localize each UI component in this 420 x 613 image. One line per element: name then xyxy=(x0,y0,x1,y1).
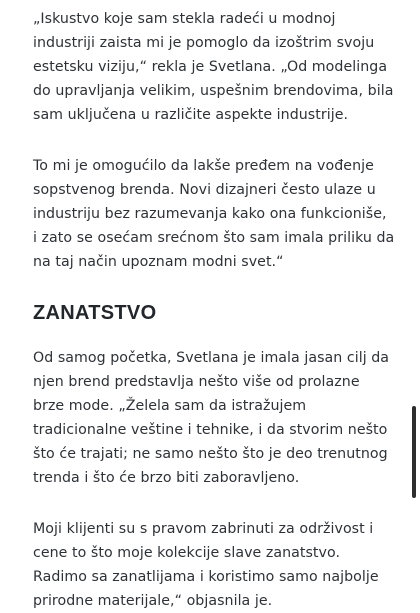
vertical-scrollbar[interactable] xyxy=(408,0,420,601)
article-paragraph-2: To mi je omogućilo da lakše pređem na vođenje sopstvenog brenda. Novi dizajneri često ulaze u industriju bez razumevanja kako ona funkcioniše, i zato se osećam srećnom što sam imala priliku da na taj način upoznam modni svet.“ xyxy=(33,158,395,270)
article-paragraph-3: Od samog početka, Svetlana je imala jasan cilj da njen brend predstavlja nešto više od prolazne brze mode. „Želela sam da istražujem tradicionalne veštine i tehnike, i da stvorim nešto što će trajati; ne samo nešto što je deo trenutnog trenda i što će brzo biti zaboravljeno. xyxy=(33,350,390,486)
section-heading: ZANATSTVO xyxy=(33,302,157,324)
scrollbar-thumb[interactable] xyxy=(412,406,416,498)
article-body xyxy=(33,7,395,613)
article-paragraph-4: Moji klijenti su s pravom zabrinuti za održivost i cene to što moje kolekcije slave zanatstvo. Radimo sa zanatlijama i koristimo samo najbolje prirodne materijale,“ objasnila je. xyxy=(33,521,379,609)
article-paragraph-1: „Iskustvo koje sam stekla radeći u modnoj industriji zaista mi je pomoglo da izoštrim svoju estetsku viziju,“ rekla je Svetlana. „Od modelinga do upravljanja velikim, uspešnim brendovima, bila sam uključena u različite aspekte industrije. xyxy=(33,11,394,123)
